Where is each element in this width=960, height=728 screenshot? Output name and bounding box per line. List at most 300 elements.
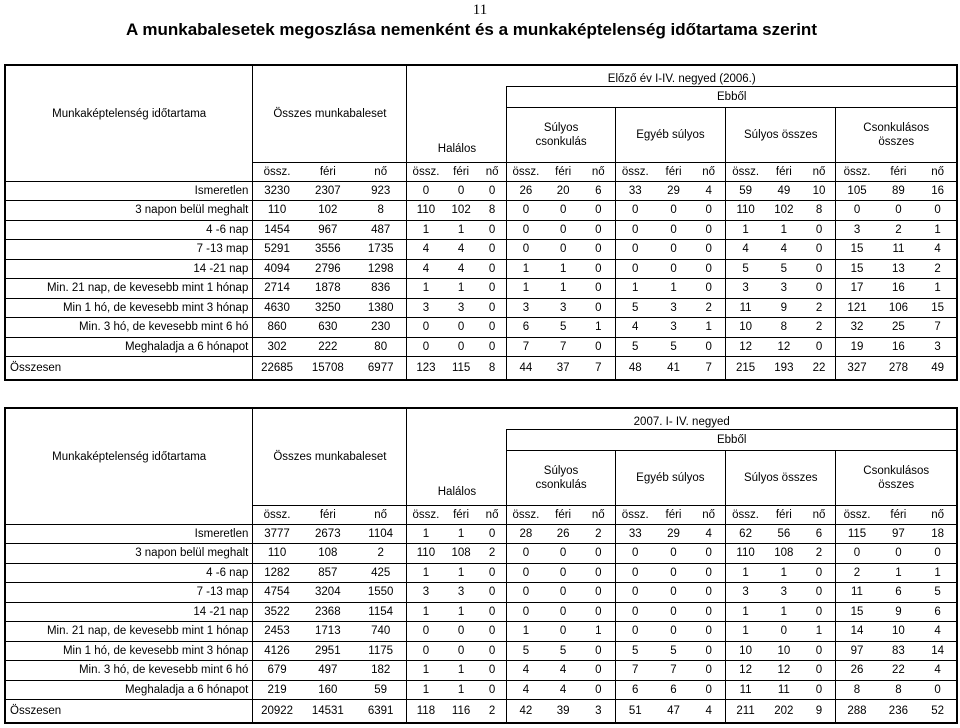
data-cell: 0 — [582, 583, 615, 603]
all-accidents-header: Összes munkabaleset — [253, 65, 407, 163]
total-cell: 14531 — [301, 700, 355, 724]
sub-header-total: össz. — [726, 163, 766, 182]
sub-header-male: féri — [444, 163, 477, 182]
data-cell: 230 — [355, 318, 407, 338]
data-cell: 0 — [803, 337, 836, 357]
severe-mutilation-header: Súlyos csonkulás — [507, 451, 615, 506]
data-cell: 1104 — [355, 524, 407, 544]
data-cell: 0 — [478, 563, 507, 583]
data-cell: 0 — [803, 680, 836, 700]
data-cell: 1 — [444, 602, 477, 622]
data-cell: 857 — [301, 563, 355, 583]
data-cell: 5 — [615, 298, 655, 318]
total-cell: 7 — [582, 357, 615, 381]
data-cell: 105 — [836, 181, 878, 201]
row-label: 3 napon belül meghalt — [5, 544, 253, 564]
table-row — [5, 318, 957, 338]
data-cell: 3 — [726, 583, 766, 603]
data-cell: 62 — [726, 524, 766, 544]
data-cell: 0 — [803, 240, 836, 260]
data-cell: 0 — [615, 622, 655, 642]
duration-header: Munkaképtelenség időtartama — [5, 408, 253, 506]
data-cell: 1 — [765, 602, 802, 622]
data-cell: 0 — [615, 220, 655, 240]
data-cell: 0 — [582, 220, 615, 240]
data-cell: 0 — [478, 279, 507, 299]
table-row — [5, 641, 957, 661]
data-cell: 2 — [803, 318, 836, 338]
data-cell: 0 — [615, 544, 655, 564]
data-cell: 0 — [836, 544, 878, 564]
data-cell: 5 — [655, 337, 692, 357]
other-severe-header: Egyéb súlyos — [615, 108, 725, 163]
data-cell: 0 — [692, 661, 725, 681]
data-cell: 2 — [803, 298, 836, 318]
data-cell: 80 — [355, 337, 407, 357]
data-cell: 0 — [878, 544, 920, 564]
data-cell: 56 — [765, 524, 802, 544]
data-cell: 3 — [444, 583, 477, 603]
data-cell: 3204 — [301, 583, 355, 603]
row-label: Ismeretlen — [5, 524, 253, 544]
data-cell: 33 — [615, 181, 655, 201]
data-cell: 0 — [507, 602, 544, 622]
data-cell: 3 — [919, 337, 957, 357]
data-cell: 1 — [692, 318, 725, 338]
data-cell: 1 — [444, 563, 477, 583]
data-cell: 4 — [615, 318, 655, 338]
data-cell: 0 — [803, 563, 836, 583]
data-cell: 15 — [919, 298, 957, 318]
data-cell: 110 — [253, 544, 301, 564]
data-cell: 2307 — [301, 181, 355, 201]
data-cell: 4630 — [253, 298, 301, 318]
total-cell: 22 — [803, 357, 836, 381]
data-cell: 108 — [765, 544, 802, 564]
sub-header-male: féri — [544, 506, 581, 525]
data-cell: 0 — [655, 563, 692, 583]
data-cell: 4 — [692, 524, 725, 544]
total-cell: 6977 — [355, 357, 407, 381]
table-row — [5, 181, 957, 201]
data-cell: 0 — [582, 661, 615, 681]
data-cell: 83 — [878, 641, 920, 661]
severe-mutilation-header: Súlyos csonkulás — [507, 108, 615, 163]
of-which-header: Ebből — [507, 430, 957, 451]
data-cell: 0 — [544, 544, 581, 564]
total-cell: 123 — [407, 357, 444, 381]
sub-header-total: össz. — [253, 163, 301, 182]
data-cell: 7 — [615, 661, 655, 681]
data-cell: 1 — [765, 563, 802, 583]
table-row — [5, 201, 957, 221]
row-label: 14 -21 nap — [5, 259, 253, 279]
data-cell: 110 — [253, 201, 301, 221]
data-cell: 19 — [836, 337, 878, 357]
data-cell: 33 — [615, 524, 655, 544]
data-cell: 0 — [478, 298, 507, 318]
data-cell: 12 — [726, 337, 766, 357]
sub-header-total: össz. — [836, 163, 878, 182]
data-cell: 16 — [878, 337, 920, 357]
data-cell: 1 — [444, 220, 477, 240]
data-cell: 1 — [444, 680, 477, 700]
all-accidents-header: Összes munkabaleset — [253, 408, 407, 506]
table-row — [5, 583, 957, 603]
data-cell: 1 — [655, 279, 692, 299]
row-label: 3 napon belül meghalt — [5, 201, 253, 221]
data-cell: 8 — [836, 680, 878, 700]
data-cell: 0 — [478, 220, 507, 240]
data-cell: 0 — [692, 641, 725, 661]
data-cell: 4 — [407, 259, 444, 279]
data-cell: 1 — [582, 622, 615, 642]
data-cell: 5 — [507, 641, 544, 661]
data-cell: 3 — [544, 298, 581, 318]
data-cell: 0 — [692, 259, 725, 279]
data-cell: 2453 — [253, 622, 301, 642]
sub-header-male: féri — [655, 163, 692, 182]
data-cell: 0 — [615, 583, 655, 603]
data-cell: 108 — [444, 544, 477, 564]
table-2007 — [4, 407, 958, 724]
total-cell: 22685 — [253, 357, 301, 381]
sub-header-total: össz. — [407, 163, 444, 182]
data-cell: 11 — [765, 680, 802, 700]
data-cell: 0 — [878, 201, 920, 221]
data-cell: 0 — [507, 583, 544, 603]
data-cell: 110 — [726, 201, 766, 221]
data-cell: 11 — [878, 240, 920, 260]
data-cell: 1 — [726, 563, 766, 583]
data-cell: 11 — [836, 583, 878, 603]
fatal-header: Halálos — [407, 430, 507, 506]
data-cell: 0 — [655, 201, 692, 221]
sub-header-female: nő — [803, 506, 836, 525]
data-cell: 0 — [507, 201, 544, 221]
data-cell: 1 — [726, 220, 766, 240]
row-label: Meghaladja a 6 hónapot — [5, 337, 253, 357]
data-cell: 5 — [919, 583, 957, 603]
data-cell: 15 — [836, 259, 878, 279]
data-cell: 0 — [655, 220, 692, 240]
data-cell: 0 — [407, 622, 444, 642]
data-cell: 1454 — [253, 220, 301, 240]
sub-header-blank — [5, 506, 253, 525]
data-cell: 0 — [655, 240, 692, 260]
data-cell: 0 — [478, 680, 507, 700]
total-cell: 215 — [726, 357, 766, 381]
data-cell: 4 — [507, 661, 544, 681]
data-cell: 0 — [803, 641, 836, 661]
data-cell: 860 — [253, 318, 301, 338]
sub-header-female: nő — [919, 506, 957, 525]
sub-header-total: össz. — [253, 506, 301, 525]
total-cell: 3 — [582, 700, 615, 724]
data-cell: 0 — [544, 583, 581, 603]
data-cell: 1 — [407, 680, 444, 700]
data-cell: 0 — [692, 602, 725, 622]
data-cell: 1878 — [301, 279, 355, 299]
data-cell: 15 — [836, 240, 878, 260]
sub-header-male: féri — [878, 506, 920, 525]
row-label: Min 1 hó, de kevesebb mint 3 hónap — [5, 641, 253, 661]
data-cell: 1 — [765, 220, 802, 240]
data-cell: 6 — [507, 318, 544, 338]
sub-header-total: össz. — [507, 163, 544, 182]
sub-header-total: össz. — [615, 506, 655, 525]
row-label: Min. 21 nap, de kevesebb mint 1 hónap — [5, 279, 253, 299]
data-cell: 0 — [478, 602, 507, 622]
data-cell: 3 — [507, 298, 544, 318]
data-cell: 6 — [655, 680, 692, 700]
data-cell: 4 — [919, 240, 957, 260]
data-cell: 5 — [615, 337, 655, 357]
total-cell: 202 — [765, 700, 802, 724]
data-cell: 102 — [301, 201, 355, 221]
data-cell: 1 — [544, 259, 581, 279]
data-cell: 679 — [253, 661, 301, 681]
data-cell: 8 — [765, 318, 802, 338]
data-cell: 8 — [478, 201, 507, 221]
total-cell: 193 — [765, 357, 802, 381]
data-cell: 0 — [544, 622, 581, 642]
data-cell: 4 — [726, 240, 766, 260]
data-cell: 0 — [919, 544, 957, 564]
data-cell: 0 — [544, 201, 581, 221]
data-cell: 1 — [615, 279, 655, 299]
data-cell: 1 — [407, 602, 444, 622]
total-cell: 327 — [836, 357, 878, 381]
data-cell: 0 — [803, 259, 836, 279]
data-cell: 0 — [507, 240, 544, 260]
data-cell: 1 — [507, 279, 544, 299]
data-cell: 2796 — [301, 259, 355, 279]
data-cell: 9 — [878, 602, 920, 622]
data-cell: 0 — [582, 259, 615, 279]
data-cell: 1 — [726, 602, 766, 622]
fatal-header: Halálos — [407, 87, 507, 163]
table-row — [5, 337, 957, 357]
row-label: 4 -6 nap — [5, 563, 253, 583]
data-cell: 0 — [692, 680, 725, 700]
data-cell: 97 — [878, 524, 920, 544]
totals-row — [5, 357, 957, 381]
data-cell: 6 — [878, 583, 920, 603]
page-title: A munkabalesetek megoszlása nemenként és a munkaképtelenség időtartama szerint — [126, 20, 817, 39]
data-cell: 0 — [615, 563, 655, 583]
period-header: Előző év I-IV. negyed (2006.) — [407, 65, 957, 87]
data-cell: 10 — [803, 181, 836, 201]
data-cell: 0 — [692, 240, 725, 260]
data-cell: 1 — [919, 220, 957, 240]
data-cell: 1 — [444, 524, 477, 544]
data-cell: 0 — [582, 641, 615, 661]
total-cell: 44 — [507, 357, 544, 381]
total-cell: 278 — [878, 357, 920, 381]
data-cell: 13 — [878, 259, 920, 279]
data-cell: 0 — [444, 337, 477, 357]
row-label: Min 1 hó, de kevesebb mint 3 hónap — [5, 298, 253, 318]
data-cell: 3 — [407, 583, 444, 603]
data-cell: 1 — [407, 661, 444, 681]
row-label: 7 -13 map — [5, 583, 253, 603]
data-cell: 0 — [692, 201, 725, 221]
sub-header-female: nő — [582, 506, 615, 525]
sub-header-total: össz. — [726, 506, 766, 525]
data-cell: 0 — [692, 583, 725, 603]
data-cell: 1 — [726, 622, 766, 642]
table-row — [5, 279, 957, 299]
data-cell: 121 — [836, 298, 878, 318]
total-cell: 48 — [615, 357, 655, 381]
data-cell: 4 — [544, 661, 581, 681]
data-cell: 0 — [803, 583, 836, 603]
data-cell: 8 — [803, 201, 836, 221]
data-cell: 1 — [407, 563, 444, 583]
data-cell: 0 — [803, 220, 836, 240]
data-cell: 10 — [726, 318, 766, 338]
data-cell: 2 — [919, 259, 957, 279]
total-cell: 115 — [444, 357, 477, 381]
data-cell: 3250 — [301, 298, 355, 318]
data-cell: 0 — [803, 602, 836, 622]
table-row — [5, 680, 957, 700]
data-cell: 102 — [444, 201, 477, 221]
sub-header-female: nő — [355, 506, 407, 525]
data-cell: 4126 — [253, 641, 301, 661]
total-label: Összesen — [5, 700, 253, 724]
data-cell: 5291 — [253, 240, 301, 260]
data-cell: 0 — [692, 279, 725, 299]
total-cell: 47 — [655, 700, 692, 724]
page-number: 11 — [472, 2, 488, 18]
data-cell: 3 — [407, 298, 444, 318]
data-cell: 497 — [301, 661, 355, 681]
row-label: Ismeretlen — [5, 181, 253, 201]
data-cell: 0 — [582, 680, 615, 700]
data-cell: 3 — [726, 279, 766, 299]
data-cell: 3522 — [253, 602, 301, 622]
data-cell: 0 — [582, 602, 615, 622]
sub-header-total: össz. — [507, 506, 544, 525]
data-cell: 6 — [582, 181, 615, 201]
data-cell: 10 — [726, 641, 766, 661]
data-cell: 3230 — [253, 181, 301, 201]
data-cell: 0 — [407, 181, 444, 201]
row-label: 4 -6 nap — [5, 220, 253, 240]
data-cell: 0 — [582, 279, 615, 299]
data-cell: 11 — [726, 680, 766, 700]
data-cell: 14 — [919, 641, 957, 661]
total-cell: 2 — [478, 700, 507, 724]
sub-header-female: nő — [582, 163, 615, 182]
table-row — [5, 563, 957, 583]
data-cell: 7 — [507, 337, 544, 357]
data-cell: 0 — [444, 622, 477, 642]
total-cell: 49 — [919, 357, 957, 381]
row-label: Meghaladja a 6 hónapot — [5, 680, 253, 700]
data-cell: 2 — [803, 544, 836, 564]
sub-header-total: össz. — [615, 163, 655, 182]
data-cell: 0 — [692, 622, 725, 642]
table-row — [5, 220, 957, 240]
data-cell: 5 — [615, 641, 655, 661]
data-cell: 1 — [407, 279, 444, 299]
data-cell: 3 — [765, 279, 802, 299]
total-cell: 6391 — [355, 700, 407, 724]
data-cell: 115 — [836, 524, 878, 544]
data-cell: 0 — [478, 524, 507, 544]
data-cell: 20 — [544, 181, 581, 201]
data-cell: 6 — [803, 524, 836, 544]
data-cell: 1175 — [355, 641, 407, 661]
data-cell: 0 — [544, 220, 581, 240]
data-cell: 0 — [582, 544, 615, 564]
data-cell: 0 — [478, 622, 507, 642]
data-cell: 106 — [878, 298, 920, 318]
data-cell: 1154 — [355, 602, 407, 622]
data-cell: 10 — [765, 641, 802, 661]
total-cell: 51 — [615, 700, 655, 724]
data-cell: 1 — [582, 318, 615, 338]
total-cell: 4 — [692, 700, 725, 724]
mutilation-total-header: Csonkulásos összes — [836, 451, 957, 506]
total-label: Összesen — [5, 357, 253, 381]
data-cell: 15 — [836, 602, 878, 622]
data-cell: 0 — [444, 181, 477, 201]
data-cell: 59 — [355, 680, 407, 700]
data-cell: 6 — [615, 680, 655, 700]
data-cell: 97 — [836, 641, 878, 661]
data-cell: 0 — [655, 544, 692, 564]
data-cell: 5 — [544, 641, 581, 661]
data-cell: 0 — [507, 563, 544, 583]
sub-header-total: össz. — [407, 506, 444, 525]
data-cell: 0 — [444, 318, 477, 338]
data-cell: 26 — [544, 524, 581, 544]
total-cell: 8 — [478, 357, 507, 381]
total-cell: 211 — [726, 700, 766, 724]
data-cell: 1 — [919, 563, 957, 583]
data-cell: 0 — [692, 544, 725, 564]
data-cell: 0 — [615, 259, 655, 279]
data-cell: 2368 — [301, 602, 355, 622]
sub-header-male: féri — [878, 163, 920, 182]
data-cell: 0 — [544, 563, 581, 583]
data-cell: 4 — [507, 680, 544, 700]
data-cell: 14 — [836, 622, 878, 642]
sub-header-male: féri — [544, 163, 581, 182]
data-cell: 0 — [765, 622, 802, 642]
data-cell: 7 — [544, 337, 581, 357]
data-cell: 4 — [444, 240, 477, 260]
data-cell: 6 — [919, 602, 957, 622]
total-cell: 288 — [836, 700, 878, 724]
data-cell: 0 — [836, 201, 878, 221]
data-cell: 12 — [765, 661, 802, 681]
data-cell: 160 — [301, 680, 355, 700]
table-row — [5, 602, 957, 622]
data-cell: 0 — [615, 201, 655, 221]
sub-header-female: nő — [919, 163, 957, 182]
data-cell: 11 — [726, 298, 766, 318]
data-cell: 2951 — [301, 641, 355, 661]
data-cell: 32 — [836, 318, 878, 338]
of-which-header: Ebből — [507, 87, 957, 108]
data-cell: 0 — [582, 240, 615, 260]
data-cell: 110 — [726, 544, 766, 564]
